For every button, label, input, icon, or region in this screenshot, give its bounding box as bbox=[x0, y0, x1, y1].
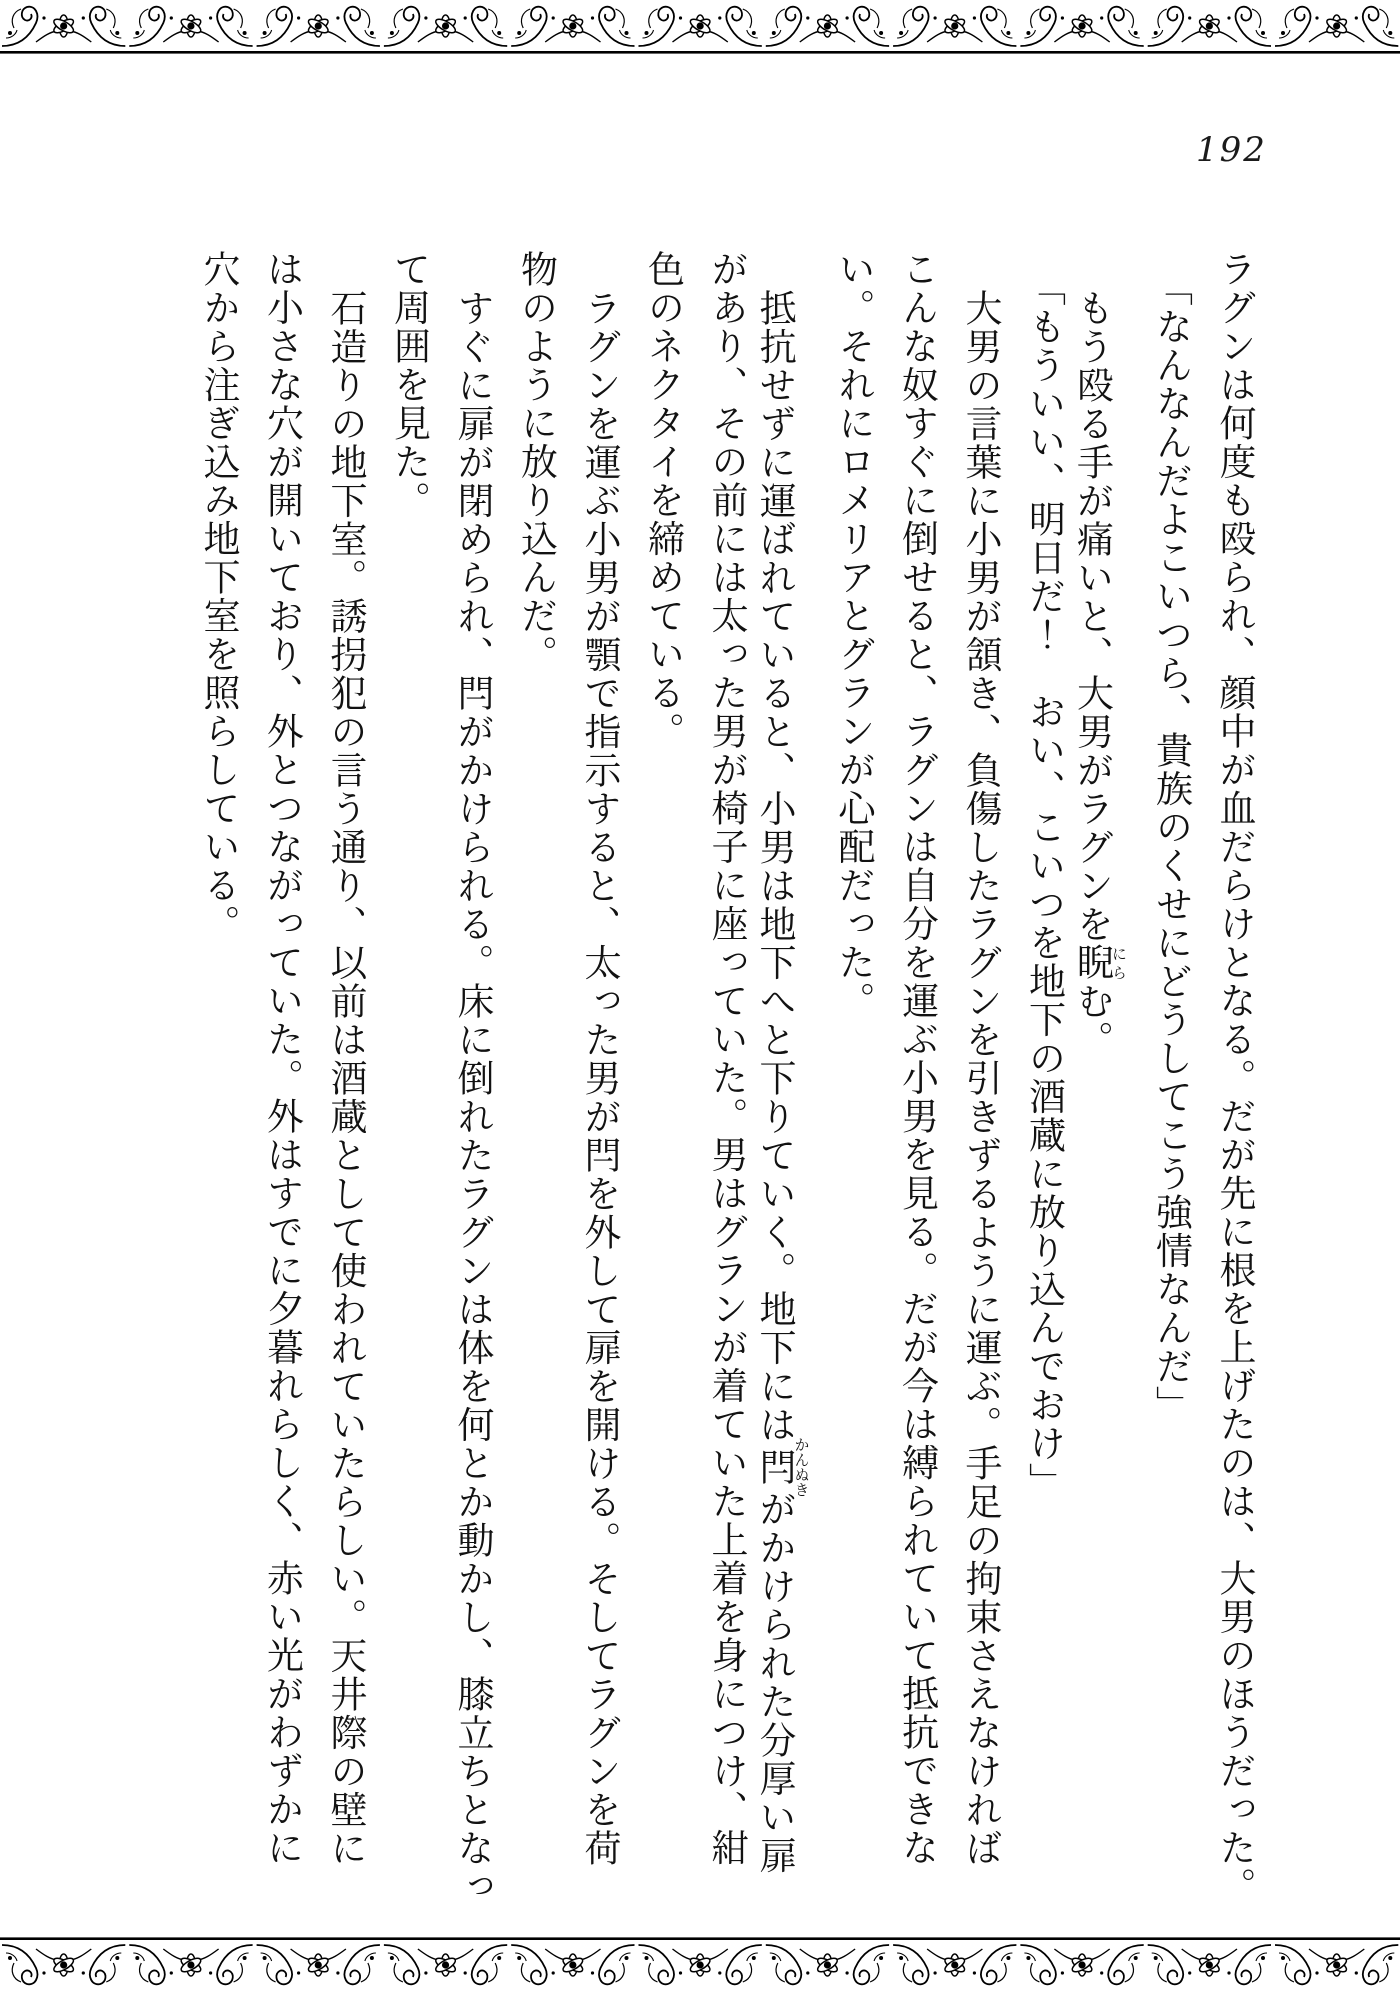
text-line-3: もう殴る手が痛いと、大男がラグンを睨にらむ。 bbox=[1070, 288, 1128, 1059]
text-line-12: 物のように放り込んだ。 bbox=[514, 250, 558, 674]
page-number: 192 bbox=[1196, 130, 1267, 170]
text-line-17: 穴から注ぎ込み地下室を照らしている。 bbox=[197, 250, 240, 943]
ruby-annotated-kanji: 閂かんぬき bbox=[753, 1436, 811, 1497]
text-line-8: 抵抗せずに運ばれていると、小男は地下へと下りていく。地下には閂かんぬきがかけられた分厚い扉 bbox=[753, 288, 811, 1875]
text-line-10: 色のネクタイを締めている。 bbox=[641, 250, 685, 751]
ornamental-border-bottom-icon bbox=[0, 1935, 1400, 1991]
text-line-13: すぐに扉が閉められ、閂がかけられる。床に倒れたラグンは体を何とか動かし、膝立ちとなっ bbox=[451, 288, 494, 1906]
text-line-5: 大男の言葉に小男が頷き、負傷したラグンを引きずるように運ぶ。手足の拘束さえなければ bbox=[959, 288, 1002, 1867]
text-line-9: があり、その前には太った男が椅子に座っていた。男はグランが着ていた上着を身につけ、紺 bbox=[705, 250, 748, 1867]
text-line-16: は小さな穴が開いており、外とつながっていた。外はすでに夕暮れらしく、赤い光がわずかに bbox=[260, 250, 304, 1867]
text-line-4: 「もういい、明日だ！ おい、こいつを地下の酒蔵に放り込んでおけ」 bbox=[1022, 269, 1066, 1502]
ruby-annotated-kanji: 睨にら bbox=[1070, 943, 1128, 982]
text-column-area bbox=[175, 250, 1255, 1940]
text-line-14: て周囲を見た。 bbox=[387, 250, 431, 520]
text-line-15: 石造りの地下室。誘拐犯の言う通り、以前は酒蔵として使われていたらしい。天井際の壁に bbox=[324, 288, 367, 1867]
text-line-1: ラグンは何度も殴られ、顔中が血だらけとなる。だが先に根を上げたのは、大男のほうだった。 bbox=[1213, 250, 1256, 1906]
text-line-2: 「なんなんだよこいつら、貴族のくせにどうしてこう強情なんだ」 bbox=[1149, 269, 1193, 1425]
text-line-11: ラグンを運ぶ小男が顎で指示すると、太った男が閂を外して扉を開ける。そしてラグンを荷 bbox=[578, 288, 621, 1867]
text-line-7: い。それにロメリアとグランが心配だった。 bbox=[832, 250, 875, 1020]
ornamental-border-top-icon bbox=[0, 0, 1400, 56]
text-line-6: こんな奴すぐに倒せると、ラグンは自分を運ぶ小男を見る。だが今は縛られていて抵抗できな bbox=[895, 250, 939, 1867]
